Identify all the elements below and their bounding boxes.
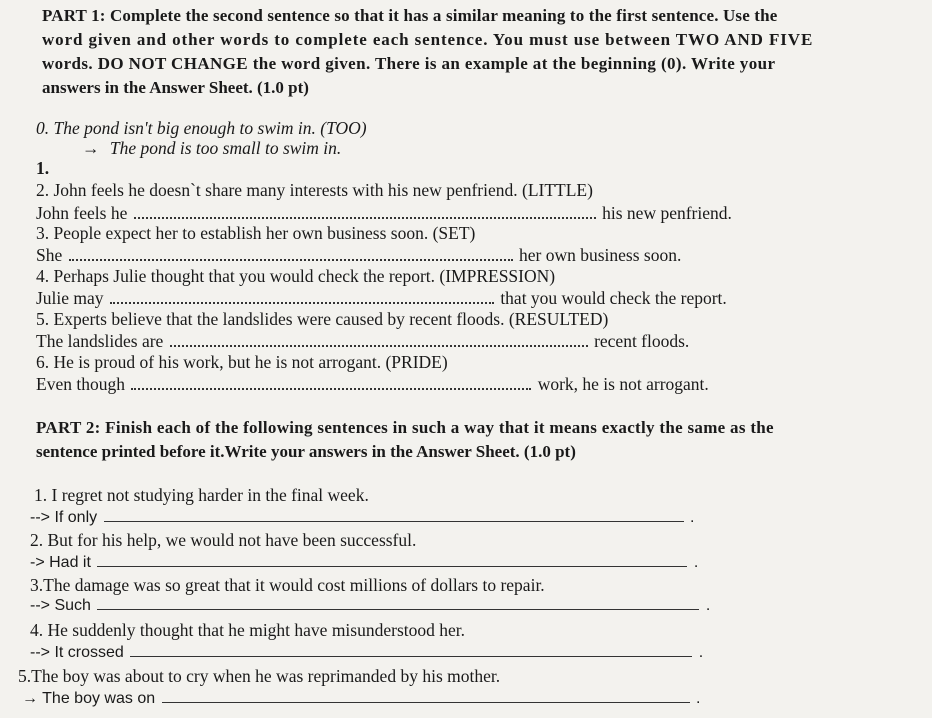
part2-q2-prompt: 2. But for his help, we would not have been successful. bbox=[30, 530, 417, 550]
part2-instructions-line-1: PART 2: Finish each of the following sentences in such a way that it means exactly the same as the bbox=[36, 418, 774, 437]
part2-q5-start: → The boy was on bbox=[22, 690, 156, 707]
example-answer-line bbox=[82, 138, 341, 159]
part1-q2-blank[interactable] bbox=[134, 216, 596, 219]
part1-q4-prompt: 4. Perhaps Julie thought that you would check the report. (IMPRESSION) bbox=[36, 266, 556, 286]
part1-q3-start: She bbox=[36, 245, 63, 265]
part2-q3-end: . bbox=[705, 597, 711, 614]
part1-q2-prompt: 2. John feels he doesn`t share many interests with his new penfriend. (LITTLE) bbox=[36, 180, 593, 200]
part1-q3-prompt: 3. People expect her to establish her own business soon. (SET) bbox=[36, 223, 476, 243]
part2-q4-blank[interactable] bbox=[130, 655, 692, 657]
arrow-icon: → bbox=[82, 138, 100, 158]
part2-q1-answer-line bbox=[30, 509, 695, 527]
part1-q2-start: John feels he bbox=[36, 203, 128, 223]
part2-q1-end: . bbox=[690, 509, 695, 526]
part1-q2-end: his new penfriend. bbox=[602, 203, 732, 223]
part1-instructions-line-3: words. DO NOT CHANGE the word given. There is an example at the beginning (0). Write your bbox=[42, 54, 776, 73]
part1-q5-end: recent floods. bbox=[594, 331, 690, 351]
part2-q2-answer-line bbox=[30, 554, 698, 572]
part1-q2-answer-line bbox=[36, 203, 732, 224]
part2-q2-start: -> Had it bbox=[30, 554, 91, 571]
part1-q4-answer-line bbox=[36, 288, 727, 309]
part2-q2-end: . bbox=[693, 554, 699, 571]
question-1-number: 1. bbox=[36, 158, 50, 178]
part1-instructions-line-2: word given and other words to complete each sentence. You must use between TWO AND FIVE bbox=[42, 30, 814, 49]
part1-q4-start: Julie may bbox=[36, 288, 104, 308]
part1-q5-start: The landslides are bbox=[36, 331, 164, 351]
part2-q1-prompt: 1. I regret not studying harder in the final week. bbox=[34, 485, 369, 505]
part1-q3-answer-line bbox=[36, 245, 681, 266]
part2-q3-blank[interactable] bbox=[97, 608, 699, 610]
part1-q4-end: that you would check the report. bbox=[500, 288, 727, 308]
part2-q5-prompt: 5.The boy was about to cry when he was reprimanded by his mother. bbox=[18, 666, 501, 686]
part2-q4-start: --> It crossed bbox=[30, 644, 124, 661]
part2-q4-answer-line bbox=[30, 644, 703, 662]
part2-q5-end: . bbox=[696, 690, 701, 707]
part2-q3-answer-line bbox=[30, 597, 710, 615]
part1-q3-blank[interactable] bbox=[69, 258, 513, 261]
part2-instructions-line-2: sentence printed before it.Write your answers in the Answer Sheet. (1.0 pt) bbox=[36, 442, 576, 461]
part1-q6-answer-line bbox=[36, 374, 709, 395]
part1-q5-blank[interactable] bbox=[170, 344, 588, 347]
part2-q2-blank[interactable] bbox=[97, 565, 687, 567]
part1-instructions-line-4: answers in the Answer Sheet. (1.0 pt) bbox=[42, 78, 309, 97]
part2-q5-blank[interactable] bbox=[162, 701, 690, 703]
part1-q6-prompt: 6. He is proud of his work, but he is not arrogant. (PRIDE) bbox=[36, 352, 448, 372]
part1-q3-end: her own business soon. bbox=[519, 245, 682, 265]
part1-q6-start: Even though bbox=[36, 374, 125, 394]
part2-q4-end: . bbox=[698, 644, 704, 661]
part2-q3-start: --> Such bbox=[30, 597, 91, 614]
part2-q1-start: --> If only bbox=[30, 509, 98, 526]
part1-q6-end: work, he is not arrogant. bbox=[537, 374, 709, 394]
part1-q5-prompt: 5. Experts believe that the landslides were caused by recent floods. (RESULTED) bbox=[36, 309, 609, 329]
part1-q5-answer-line bbox=[36, 331, 689, 352]
part2-q4-prompt: 4. He suddenly thought that he might have misunderstood her. bbox=[30, 620, 466, 640]
part2-q1-blank[interactable] bbox=[104, 520, 684, 522]
part1-instructions-line-1: PART 1: Complete the second sentence so that it has a similar meaning to the first sentence. Use the bbox=[42, 6, 778, 25]
part1-q6-blank[interactable] bbox=[131, 387, 531, 390]
part1-q4-blank[interactable] bbox=[110, 301, 494, 304]
part2-q5-answer-line bbox=[22, 690, 700, 708]
example-answer: The pond is too small to swim in. bbox=[109, 138, 342, 158]
part2-q3-prompt: 3.The damage was so great that it would cost millions of dollars to repair. bbox=[30, 575, 545, 595]
example-prompt: 0. The pond isn't big enough to swim in. (TOO) bbox=[36, 118, 367, 138]
